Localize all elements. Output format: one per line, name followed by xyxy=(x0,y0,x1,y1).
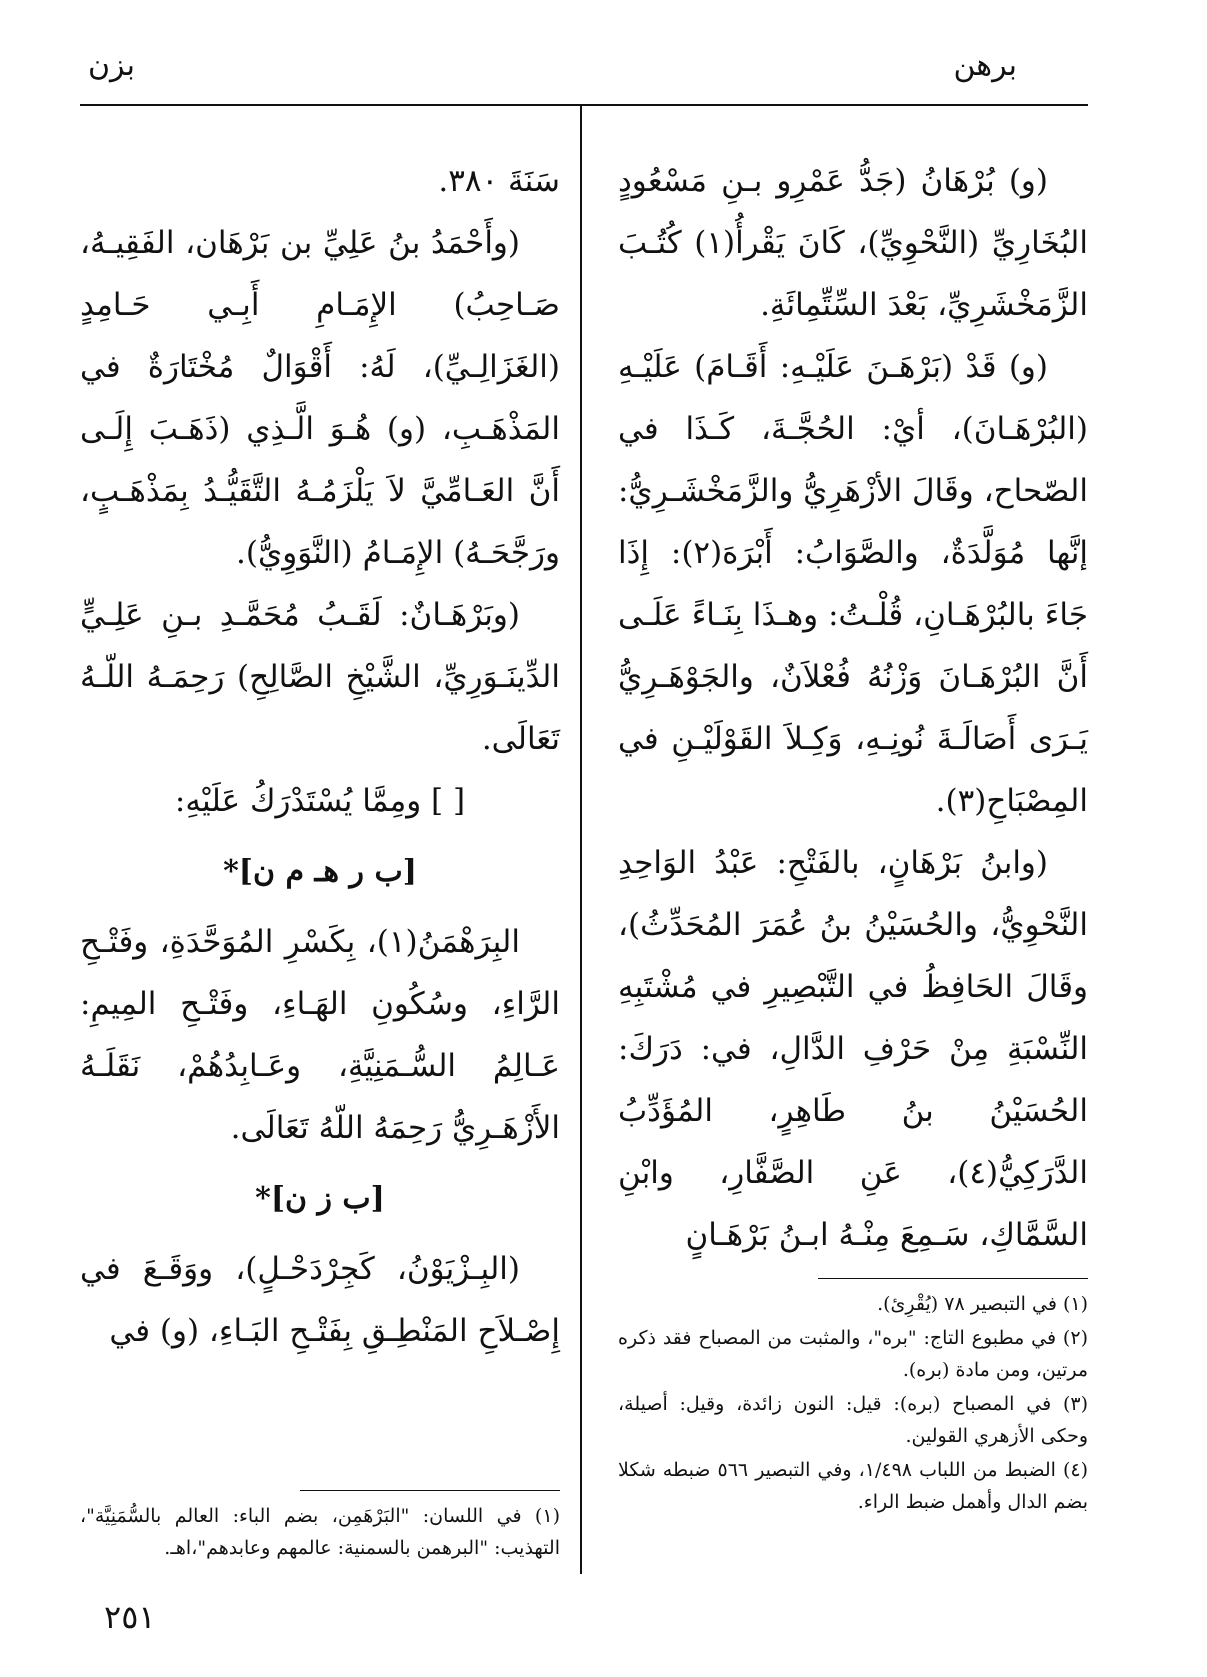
right-column xyxy=(618,150,1088,1266)
footnote: (١) في التبصير ٧٨ (يُقْرِئ). xyxy=(877,1293,1088,1315)
footnotes-right xyxy=(618,1288,1088,1520)
column-divider xyxy=(580,104,582,1574)
footnotes-left xyxy=(80,1500,560,1566)
entry-paragraph: (وابنُ بَرْهَانٍ، بالفَتْحِ: عَبْدُ الوَاحِدِ النَّحْوِيُّ، والحُسَيْنُ بنُ عُمَرَ المُحَدِّثُ)، وقَالَ الحَافِظُ في التَّبْصِيرِ في مُشْتَبِهِ النِّسْبَةِ مِنْ حَرْفِ الدَّالِ، في: دَرَكَ: الحُسَيْنُ بنُ طَاهِرٍ، المُؤَدِّبُ الدَّرَكِيُّ(٤)، عَنِ الصَّفَّارِ، وابْنِ السَّمَّاكِ، سَـمِعَ مِنْـهُ ابـنُ بَرْهَـانٍ xyxy=(618,845,1088,1253)
header-root-word-left: بزن xyxy=(88,48,135,83)
entry-paragraph: (و) بُرْهَانُ (جَدُّ عَمْرِو بـنِ مَسْعُودٍ البُخَارِيِّ (النَّحْوِيِّ)، كَانَ يَقْرأُ(١) كُتُـبَ الزَّمَخْشَرِيِّ، بَعْدَ السِّتِّمِائَةِ. xyxy=(618,163,1088,323)
entry-paragraph: (و) قَدْ (بَرْهَـنَ عَلَيْـهِ: أَقَـامَ) عَلَيْـهِ (البُرْهَـانَ)، أيْ: الحُجَّـةَ، كَـذَا في الصّحاح، وقَالَ الأزْهَرِيُّ والزَّمَخْشَـرِيُّ: إنَّها مُوَلَّدَةٌ، والصَّوَابُ: أَبْرَهَ(٢): إِذَا جَاءَ بالبُرْهَـانِ، قُلْـتُ: وهـذَا بِنَـاءً عَلَـى أَنَّ البُرْهَـانَ وَزْنُهُ فُعْلاَنٌ، والجَوْهَـرِيُّ يَـرَى أَصَالَـةَ نُونِـهِ، وَكِـلاَ القَوْلَيْـنِ في المِصْبَاحِ(٣). xyxy=(617,349,1088,819)
entry-paragraph: (وبَرْهَـانٌ: لَقَـبُ مُحَمَّـدِ بـنِ عَلِـيٍّ الدِّينَـوَرِيِّ، الشَّيْخِ الصَّالِحِ) رَحِمَـهُ اللّـهُ تَعَالَى. xyxy=(80,597,560,757)
page-number: ٢٥١ xyxy=(104,1598,156,1636)
footnote: (١) في اللسان: "البَرْهَمِن، بضم الباء: العالم بالسُّمَنِيَّة"، التهذيب: "البرهمن بالسمنية: عالمهم وعابدهم"،اهـ. xyxy=(80,1505,560,1559)
footnote: (٤) الضبط من اللباب ١/٤٩٨، وفي التبصير ٥٦٦ ضبطه شكلا بضم الدال وأهمل ضبط الراء. xyxy=(618,1459,1089,1513)
footnote: (٣) في المصباح (بره): قيل: النون زائدة، وقيل: أصيلة، وحكى الأزهري القولين. xyxy=(618,1393,1088,1447)
entry-paragraph: (البِـزْيَوْنُ، كَجِرْدَحْـلٍ)، ووَقَـعَ في إِصْـلاَحِ المَنْطِـقِ بِفَتْـحِ البَـاءِ، (و) في xyxy=(80,1251,560,1349)
mustadrak-note: [ ] ومِمَّا يُسْتَدْرَكُ عَلَيْهِ: xyxy=(174,783,466,819)
root-heading: [ب ر هـ م ن]* xyxy=(223,854,417,889)
root-heading: [ب ز ن]* xyxy=(255,1181,385,1216)
entry-paragraph: (وأَحْمَدُ بنُ عَلِيِّ بن بَرْهَان، الفَقِيـهُ، صَـاحِبُ) الإِمَـامِ أَبِـي حَـامِدٍ (الغَزَالِـيِّ)، لَهُ: أَقْوَالٌ مُخْتَارَةٌ في المَذْهَـبِ، (و) هُـوَ الَّـذِي (ذَهَـبَ إِلَـى أَنَّ العَـامِّيَّ لاَ يَلْزَمُـهُ التَّقَيُّـدُ بِمَذْهَـبٍ، ورَجَّحَـهُ) الإِمَـامُ (النَّوَوِيُّ). xyxy=(80,225,560,571)
footnote: (٢) في مطبوع التاج: "بره"، والمثبت من المصباح فقد ذكره مرتين، ومن مادة (بره). xyxy=(618,1327,1088,1381)
entry-paragraph: البِرَهْمَنُ(١)، بِكَسْرِ المُوَحَّدَةِ، وفَتْـحِ الرَّاءِ، وسُكُونِ الهَـاءِ، وفَتْـحِ المِيمِ: عَـالِمُ السُّـمَنِيَّةِ، وعَـابِدُهُمْ، نَقَلَـهُ الأَزْهَـرِيُّ رَحِمَهُ اللّهُ تَعَالَى. xyxy=(80,924,560,1146)
footnote-rule xyxy=(300,1490,560,1491)
header-rule xyxy=(80,104,1088,106)
entry-paragraph: سَنَةَ ٣٨٠. xyxy=(438,163,560,199)
header-root-word-right: برهن xyxy=(953,48,1017,83)
left-column xyxy=(80,150,560,1362)
footnote-rule xyxy=(818,1278,1088,1279)
